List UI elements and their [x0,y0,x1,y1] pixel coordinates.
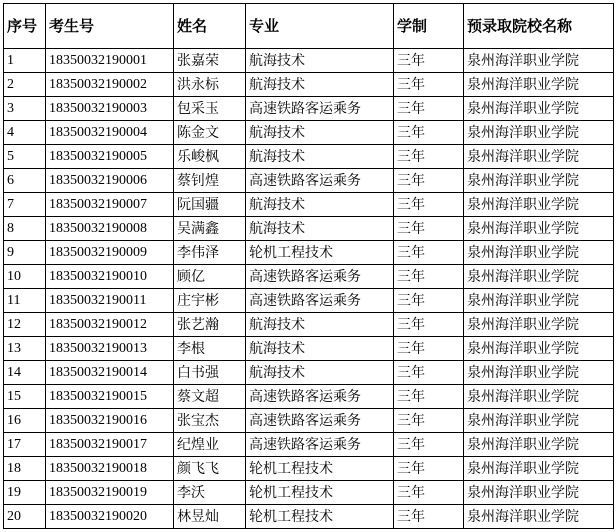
cell-major: 航海技术 [246,337,394,361]
cell-name: 纪煌业 [174,433,246,457]
cell-major: 轮机工程技术 [246,457,394,481]
cell-major: 高速铁路客运乘务 [246,97,394,121]
cell-school: 泉州海洋职业学院 [464,457,614,481]
table-row [4,505,614,529]
cell-exam-no: 18350032190011 [46,289,174,313]
table-row [4,217,614,241]
cell-duration: 三年 [394,361,464,385]
cell-seq: 1 [4,49,46,73]
cell-seq: 6 [4,169,46,193]
cell-duration: 三年 [394,217,464,241]
table-row [4,313,614,337]
cell-duration: 三年 [394,121,464,145]
cell-duration: 三年 [394,193,464,217]
admission-table [3,3,614,529]
cell-exam-no: 18350032190006 [46,169,174,193]
cell-exam-no: 18350032190014 [46,361,174,385]
table-row [4,385,614,409]
cell-school: 泉州海洋职业学院 [464,73,614,97]
cell-school: 泉州海洋职业学院 [464,409,614,433]
table-row [4,457,614,481]
cell-name: 洪永标 [174,73,246,97]
header-seq: 序号 [4,4,46,49]
cell-school: 泉州海洋职业学院 [464,481,614,505]
cell-school: 泉州海洋职业学院 [464,361,614,385]
cell-major: 高速铁路客运乘务 [246,289,394,313]
cell-major: 高速铁路客运乘务 [246,385,394,409]
cell-seq: 14 [4,361,46,385]
cell-exam-no: 18350032190003 [46,97,174,121]
cell-duration: 三年 [394,169,464,193]
cell-school: 泉州海洋职业学院 [464,193,614,217]
cell-seq: 19 [4,481,46,505]
cell-exam-no: 18350032190004 [46,121,174,145]
header-exam-no: 考生号 [46,4,174,49]
cell-exam-no: 18350032190017 [46,433,174,457]
cell-duration: 三年 [394,409,464,433]
table-row [4,289,614,313]
cell-name: 阮国疆 [174,193,246,217]
cell-name: 颜飞飞 [174,457,246,481]
cell-duration: 三年 [394,337,464,361]
table-row [4,193,614,217]
cell-major: 航海技术 [246,145,394,169]
cell-name: 张宝杰 [174,409,246,433]
cell-major: 航海技术 [246,217,394,241]
cell-school: 泉州海洋职业学院 [464,289,614,313]
cell-seq: 15 [4,385,46,409]
cell-exam-no: 18350032190016 [46,409,174,433]
cell-duration: 三年 [394,49,464,73]
cell-exam-no: 18350032190019 [46,481,174,505]
table-row [4,409,614,433]
cell-major: 轮机工程技术 [246,505,394,529]
header-row [4,4,614,49]
header-school: 预录取院校名称 [464,4,614,49]
cell-name: 蔡文超 [174,385,246,409]
table-row [4,265,614,289]
cell-seq: 9 [4,241,46,265]
cell-name: 白书强 [174,361,246,385]
cell-exam-no: 18350032190005 [46,145,174,169]
cell-seq: 5 [4,145,46,169]
table-row [4,73,614,97]
cell-major: 轮机工程技术 [246,481,394,505]
cell-exam-no: 18350032190018 [46,457,174,481]
cell-seq: 16 [4,409,46,433]
header-major: 专业 [246,4,394,49]
table-row [4,169,614,193]
cell-name: 庄宇彬 [174,289,246,313]
cell-duration: 三年 [394,145,464,169]
table-row [4,121,614,145]
cell-seq: 18 [4,457,46,481]
table-row [4,49,614,73]
cell-school: 泉州海洋职业学院 [464,433,614,457]
header-duration: 学制 [394,4,464,49]
cell-name: 蔡钊煌 [174,169,246,193]
cell-major: 航海技术 [246,49,394,73]
cell-duration: 三年 [394,313,464,337]
cell-school: 泉州海洋职业学院 [464,121,614,145]
cell-seq: 4 [4,121,46,145]
cell-school: 泉州海洋职业学院 [464,169,614,193]
cell-major: 高速铁路客运乘务 [246,409,394,433]
cell-name: 李伟泽 [174,241,246,265]
cell-school: 泉州海洋职业学院 [464,241,614,265]
cell-major: 轮机工程技术 [246,241,394,265]
cell-seq: 8 [4,217,46,241]
cell-school: 泉州海洋职业学院 [464,505,614,529]
cell-major: 航海技术 [246,121,394,145]
cell-school: 泉州海洋职业学院 [464,49,614,73]
cell-school: 泉州海洋职业学院 [464,385,614,409]
cell-name: 李根 [174,337,246,361]
cell-exam-no: 18350032190009 [46,241,174,265]
cell-duration: 三年 [394,505,464,529]
cell-seq: 17 [4,433,46,457]
cell-duration: 三年 [394,265,464,289]
cell-exam-no: 18350032190002 [46,73,174,97]
cell-major: 航海技术 [246,193,394,217]
cell-seq: 20 [4,505,46,529]
cell-exam-no: 18350032190007 [46,193,174,217]
cell-duration: 三年 [394,241,464,265]
cell-name: 顾亿 [174,265,246,289]
table-row [4,145,614,169]
cell-exam-no: 18350032190020 [46,505,174,529]
cell-exam-no: 18350032190010 [46,265,174,289]
cell-school: 泉州海洋职业学院 [464,97,614,121]
cell-major: 高速铁路客运乘务 [246,265,394,289]
cell-major: 高速铁路客运乘务 [246,433,394,457]
cell-name: 张艺瀚 [174,313,246,337]
cell-name: 乐峻枫 [174,145,246,169]
cell-duration: 三年 [394,433,464,457]
table-row [4,433,614,457]
cell-major: 航海技术 [246,313,394,337]
cell-school: 泉州海洋职业学院 [464,337,614,361]
cell-seq: 3 [4,97,46,121]
cell-school: 泉州海洋职业学院 [464,313,614,337]
cell-exam-no: 18350032190012 [46,313,174,337]
cell-exam-no: 18350032190001 [46,49,174,73]
cell-seq: 13 [4,337,46,361]
cell-name: 林昱灿 [174,505,246,529]
cell-seq: 12 [4,313,46,337]
cell-name: 陈金文 [174,121,246,145]
cell-duration: 三年 [394,73,464,97]
cell-duration: 三年 [394,481,464,505]
cell-exam-no: 18350032190008 [46,217,174,241]
table-row [4,241,614,265]
cell-school: 泉州海洋职业学院 [464,217,614,241]
cell-school: 泉州海洋职业学院 [464,145,614,169]
cell-seq: 7 [4,193,46,217]
cell-duration: 三年 [394,457,464,481]
table-row [4,361,614,385]
table-row [4,481,614,505]
cell-seq: 2 [4,73,46,97]
cell-seq: 10 [4,265,46,289]
cell-duration: 三年 [394,289,464,313]
table-row [4,97,614,121]
cell-major: 航海技术 [246,73,394,97]
cell-exam-no: 18350032190015 [46,385,174,409]
table-body [4,49,614,529]
cell-duration: 三年 [394,97,464,121]
table-row [4,337,614,361]
cell-exam-no: 18350032190013 [46,337,174,361]
cell-major: 高速铁路客运乘务 [246,169,394,193]
cell-name: 包采玉 [174,97,246,121]
cell-major: 航海技术 [246,361,394,385]
cell-name: 吴满鑫 [174,217,246,241]
cell-name: 李沃 [174,481,246,505]
cell-school: 泉州海洋职业学院 [464,265,614,289]
cell-duration: 三年 [394,385,464,409]
cell-name: 张嘉荣 [174,49,246,73]
cell-seq: 11 [4,289,46,313]
header-name: 姓名 [174,4,246,49]
table-header [4,4,614,49]
